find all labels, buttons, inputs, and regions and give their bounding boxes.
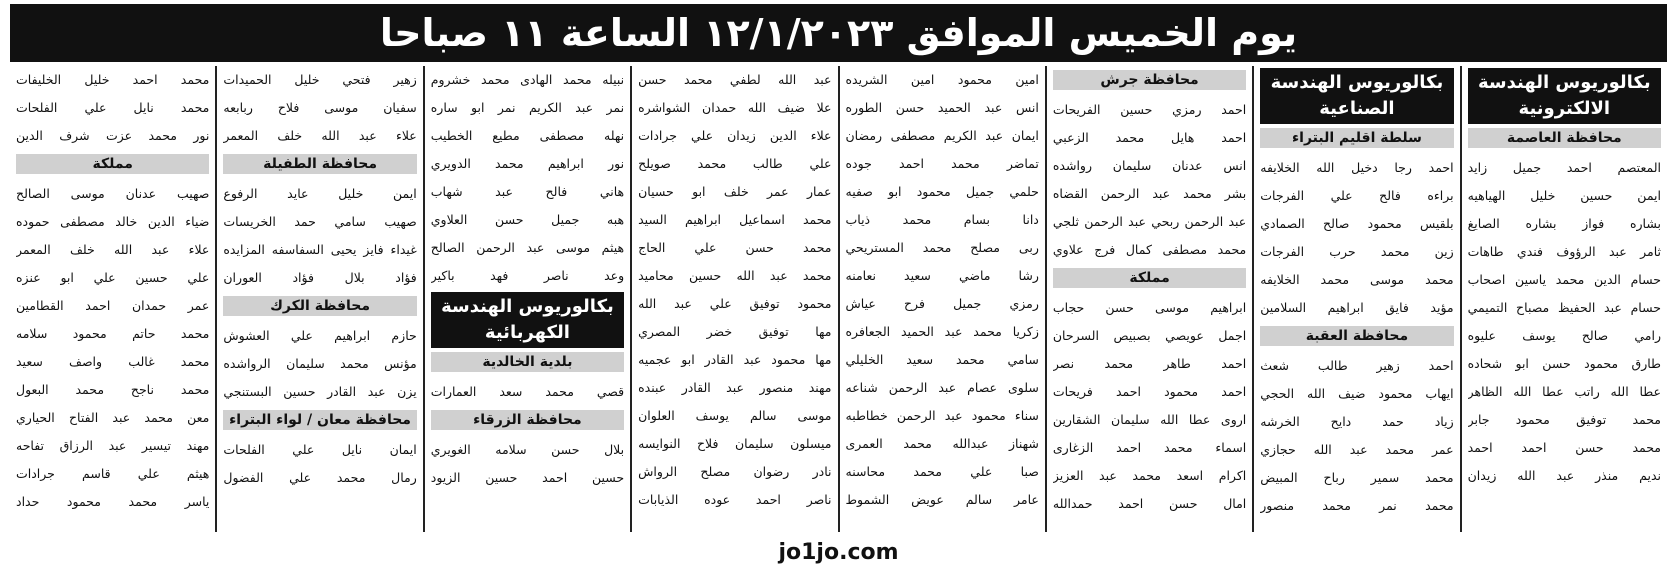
major-heading: بكالوريوس الهندسة الالكترونية [1468,68,1661,124]
student-name: بشاره فواز بشاره الصايغ [1467,216,1661,231]
region-heading: سلطة اقليم البتراء [1260,128,1453,148]
column-6 [423,66,630,532]
student-name: نور ابراهيم محمد الدويري [430,156,625,171]
student-name: مها محمود عبد القادر ابو عجميه [638,352,832,367]
student-name: بلقيس محمود صالح الصمادي [1260,216,1454,231]
student-name: محمد نايل علي الفلحات [16,100,210,115]
student-name: شهناز عبدالله محمد العمرى [845,436,1039,451]
student-name: حازم ابراهيم علي العشوش [223,328,417,343]
student-name: وعد ناصر فهد باكير [430,268,625,283]
site-footer [0,540,1677,565]
region-heading: محافظة الزرقاء [431,410,624,430]
student-name: انس عدنان سليمان رواشده [1052,158,1247,173]
student-name: احمد هايل محمد الزعبي [1052,130,1247,145]
column-3 [1045,66,1252,532]
student-name: ايمن حسين خليل الهياهيه [1467,188,1661,203]
student-name: علاء عبد الله خلف المعمر [16,242,210,257]
region-heading: محافظة العقبة [1260,326,1453,346]
student-name: علي حسين علي ابو عنزه [16,270,210,285]
student-name: حسام عبد الحفيظ مصباح التميمي [1467,300,1661,315]
region-heading: مملكة [16,154,209,174]
student-name: امين محمود امين الشريده [845,72,1039,87]
student-name: ايهاب محمود ضيف الله الحجي [1260,386,1454,401]
student-name: احمد رجا دخيل الله الخلايفه [1260,160,1454,175]
student-name: نديم منذر عبد الله زيدان [1467,468,1661,483]
student-name: مؤنس محمد سليمان الرواشده [223,356,417,371]
student-name: طارق محمود حسن ابو شحاده [1467,356,1661,371]
student-name: تماضر محمد احمد جوده [845,156,1039,171]
region-heading: محافظة جرش [1053,70,1246,90]
columns-container [10,66,1667,532]
student-name: يزن عبد القادر حسين البستنجي [223,384,417,399]
student-name: ايمن خليل عايد الرفوع [223,186,417,201]
student-name: اروى عطا الله سليمان الشقارين [1052,412,1247,427]
region-heading: محافظة الكرك [223,296,416,316]
student-name: محمود توفيق علي عبد الله [638,296,832,311]
student-name: حسام الدين محمد ياسين اصحاب [1467,272,1661,287]
student-name: اسماء محمد احمد الزغارى [1052,440,1247,455]
student-name: هبه جميل حسن العلاوي [430,212,625,227]
student-name: مهند منصور عبد القادر عبنده [638,380,832,395]
student-name: عامر سالم عويض الشموط [845,492,1039,507]
student-name: احمد محمود احمد فريحات [1052,384,1247,399]
major-heading: بكالوريوس الهندسة الكهربائية [431,292,624,348]
student-name: دانا بسام محمد ذياب [845,212,1039,227]
student-name: ايمان عبد الكريم مصطفى رمضان [845,128,1039,143]
student-name: محمد عبد الله حسين محاميد [638,268,832,283]
region-heading: مملكة [1053,268,1246,288]
student-name: محمد احمد خليل الخليفات [16,72,210,87]
student-name: رمزي جميل فرح عياش [845,296,1039,311]
column-5 [630,66,837,532]
student-name: قصي محمد سعد العمارات [430,384,625,399]
student-name: مؤيد فايق ابراهيم السلامين [1260,300,1454,315]
student-name: امال حسن احمد حمدالله [1052,496,1247,511]
student-name: فؤاد بلال فؤاد العوران [223,270,417,285]
student-name: سامي محمد سعيد الخليلي [845,352,1039,367]
student-name: انس عبد الحميد حسن الطوره [845,100,1039,115]
student-name: علاء الدين زيدان علي جرادات [638,128,832,143]
student-name: محمد حسن علي الحاج [638,240,832,255]
student-name: زياد حمد دايح الخرشه [1260,414,1454,429]
student-name: محمد غالب واصف سعيد [16,354,210,369]
student-name: نمر عبد الكريم نمر ابو ساره [430,100,625,115]
student-name: عمر محمد عبد الله حجازي [1260,442,1454,457]
student-name: محمد ناجح محمد البعول [16,382,210,397]
student-name: بلال حسن سلامه الغويري [430,442,625,457]
student-name: بشر محمد عبد الرحمن القضاه [1052,186,1247,201]
student-name: عطا الله راتب عطا الله الظاهر [1467,384,1661,399]
student-name: محمد مصطفى كمال فرج علاوي [1052,242,1247,257]
student-name: محمد حاتم محمود سلامه [16,326,210,341]
student-name: ايمان نايل علي الفلحات [223,442,417,457]
student-name: علا ضيف الله حمدان الشواشره [638,100,832,115]
banner-title: يوم الخميس الموافق ١٢/١/٢٠٢٣ الساعة ١١ صباحا [379,11,1298,55]
student-name: ميسلون سليمان فلاح النوايسه [638,436,832,451]
column-1 [1460,66,1667,532]
region-heading: بلدية الخالدية [431,352,624,372]
student-name: مها توفيق خضر المصري [638,324,832,339]
student-name: محمد توفيق محمود جابر [1467,412,1661,427]
student-name: زكريا محمد عبد الحميد الجعافره [845,324,1039,339]
student-name: محمد سمير رباح المبيض [1260,470,1454,485]
student-name: عمر حمدان احمد القطامين [16,298,210,313]
student-name: ياسر محمد محمود حداد [16,494,210,509]
student-name: سفيان موسى فلاح ربابعه [223,100,417,115]
student-name: ربى مصلح محمد المستريحي [845,240,1039,255]
student-name: صهيب سامي حمد الخريسات [223,214,417,229]
student-name: نور محمد عزت شرف الدين [16,128,210,143]
student-name: المعتصم احمد جميل زايد [1467,160,1661,175]
student-name: موسى سالم يوسف العلوان [638,408,832,423]
student-name: احمد رمزي حسين الفريحات [1052,102,1247,117]
student-name: رشا ماضي سعيد نعامنه [845,268,1039,283]
student-name: هاني فالح عبد شهاب [430,184,625,199]
region-heading: محافظة العاصمة [1468,128,1661,148]
column-2 [1252,66,1459,532]
student-name: صهيب عدنان موسى الصالح [16,186,210,201]
student-name: علاء عبد الله خلف المعمر [223,128,417,143]
student-name: نهله مصطفى مطيع الخطيب [430,128,625,143]
major-heading: بكالوريوس الهندسة الصناعية [1260,68,1453,124]
student-name: احمد طاهر محمد نصر [1052,356,1247,371]
student-name: زين محمد حرب الفرجات [1260,244,1454,259]
student-name: سلوى عصام عبد الرحمن شناعه [845,380,1039,395]
column-7 [215,66,422,532]
student-name: ناصر احمد عوده الذيابات [638,492,832,507]
student-name: هيثم موسى عبد الرحمن الصالح [430,240,625,255]
student-name: حلمي جميل محمود ابو صفيه [845,184,1039,199]
student-name: علي طالب محمد صويلح [638,156,832,171]
student-name: سناء محمود عبد الرحمن خطاطبه [845,408,1039,423]
student-name: عمار عمر خلف ابو حسيان [638,184,832,199]
student-name: نادر رضوان مصلح الرواش [638,464,832,479]
student-name: ابراهيم موسى حسن حجاب [1052,300,1247,315]
student-name: معن محمد عبد الفتاح الحياري [16,410,210,425]
student-name: احمد زهير طالب شعث [1260,358,1454,373]
student-name: ضياء الدين خالد مصطفى حموده [16,214,210,229]
student-name: غيداء فايز يحيى السفاسفه المزايده [223,242,417,257]
date-banner [10,4,1667,62]
student-name: محمد اسماعيل ابراهيم السيد [638,212,832,227]
student-name: زهير فتحي خليل الحميدات [223,72,417,87]
column-8 [10,66,215,532]
student-name: محمد موسى محمد الخلايفه [1260,272,1454,287]
student-name: مهند تيسير عبد الرزاق تفاحه [16,438,210,453]
student-name: رمال محمد علي الفضول [223,470,417,485]
student-name: اكرام اسعد محمد عبد العزيز [1052,468,1247,483]
student-name: اجمل عويصي بصبيص السرحان [1052,328,1247,343]
column-4 [838,66,1045,532]
region-heading: محافظة معان / لواء البتراء [223,410,416,430]
student-name: صبا علي محمد محاسنه [845,464,1039,479]
student-name: حسين احمد حسين الزيود [430,470,625,485]
student-name: براءه فالح علي الفرجات [1260,188,1454,203]
footer-site-label: jo1jo.com [778,540,899,565]
student-name: عبد الله لطفي محمد حسن [638,72,832,87]
student-name: محمد حسن احمد احمد [1467,440,1661,455]
student-name: هيثم علي قاسم جرادات [16,466,210,481]
region-heading: محافظة الطفيلة [223,154,416,174]
student-name: محمد نمر محمد منصور [1260,498,1454,513]
student-name: رامي صالح يوسف عليوه [1467,328,1661,343]
student-name: ثامر عبد الرؤوف فندي طاهات [1467,244,1661,259]
student-name: نبيله محمد الهادى محمد خشروم [430,72,625,87]
student-name: عبد الرحمن ربحي عبد الرحمن ثلجي [1052,214,1247,229]
